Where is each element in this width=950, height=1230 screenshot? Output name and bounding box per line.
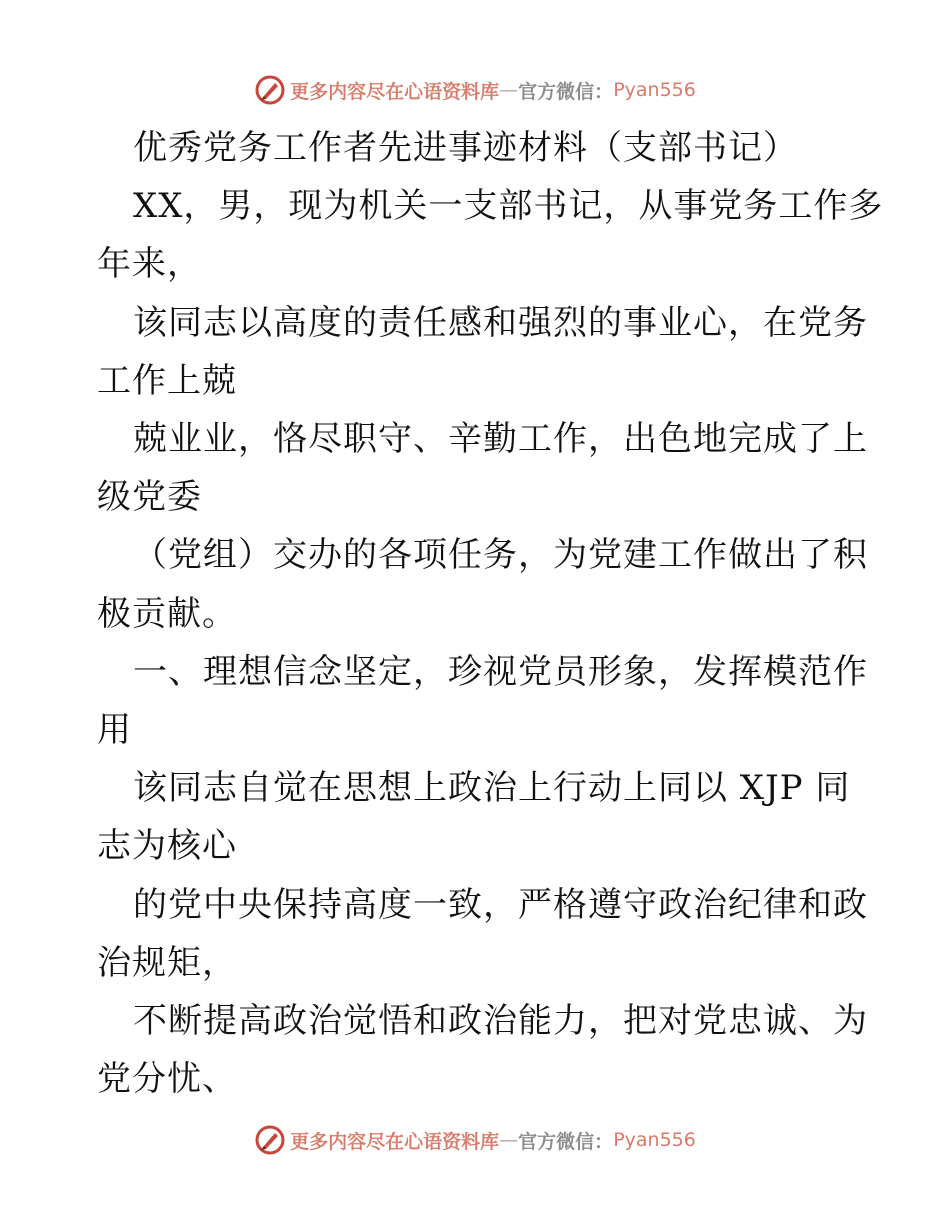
banner-separator: — xyxy=(499,79,519,101)
document-line: 极贡献。 xyxy=(97,593,237,634)
document-line: 该同志自觉在思想上政治上行动上同以 XJP 同 xyxy=(133,768,851,809)
footer-banner xyxy=(0,1120,950,1160)
document-line: 的党中央保持高度一致，严格遵守政治纪律和政 xyxy=(133,884,868,925)
banner-separator: — xyxy=(499,1129,519,1151)
document-line: 优秀党务工作者先进事迹材料（支部书记） xyxy=(133,128,798,168)
document-line: 级党委 xyxy=(97,477,202,518)
pen-logo-icon xyxy=(254,1124,286,1156)
document-line: （党组）交办的各项任务，为党建工作做出了积 xyxy=(133,535,868,576)
document-line: 兢业业，恪尽职守、辛勤工作，出色地完成了上 xyxy=(133,419,868,459)
document-line: 年来， xyxy=(97,244,202,285)
banner-text: 更多内容尽在心语资料库 xyxy=(290,1130,500,1153)
document-line: 工作上兢 xyxy=(97,360,237,401)
document-line: 志为核心 xyxy=(97,826,237,867)
pen-logo-icon xyxy=(254,74,286,106)
document-line: 党分忧、 xyxy=(97,1059,237,1100)
banner-text: 更多内容尽在心语资料库 xyxy=(290,80,500,103)
document-line: 该同志以高度的责任感和强烈的事业心，在党务 xyxy=(133,302,868,343)
document-line: 不断提高政治觉悟和政治能力，把对党忠诚、为 xyxy=(133,1001,868,1041)
banner-handle: Pyan556 xyxy=(613,79,696,101)
document-line: 用 xyxy=(97,710,132,750)
banner-wechat-label: 官方微信： xyxy=(518,80,614,103)
banner-handle: Pyan556 xyxy=(613,1129,696,1151)
document-line: 一、理想信念坚定，珍视党员形象，发挥模范作 xyxy=(133,651,868,692)
document-line: XX，男，现为机关一支部书记，从事党务工作多 xyxy=(133,186,884,227)
header-banner xyxy=(0,70,950,110)
banner-wechat-label: 官方微信： xyxy=(518,1130,614,1153)
document-line: 治规矩， xyxy=(97,942,237,983)
